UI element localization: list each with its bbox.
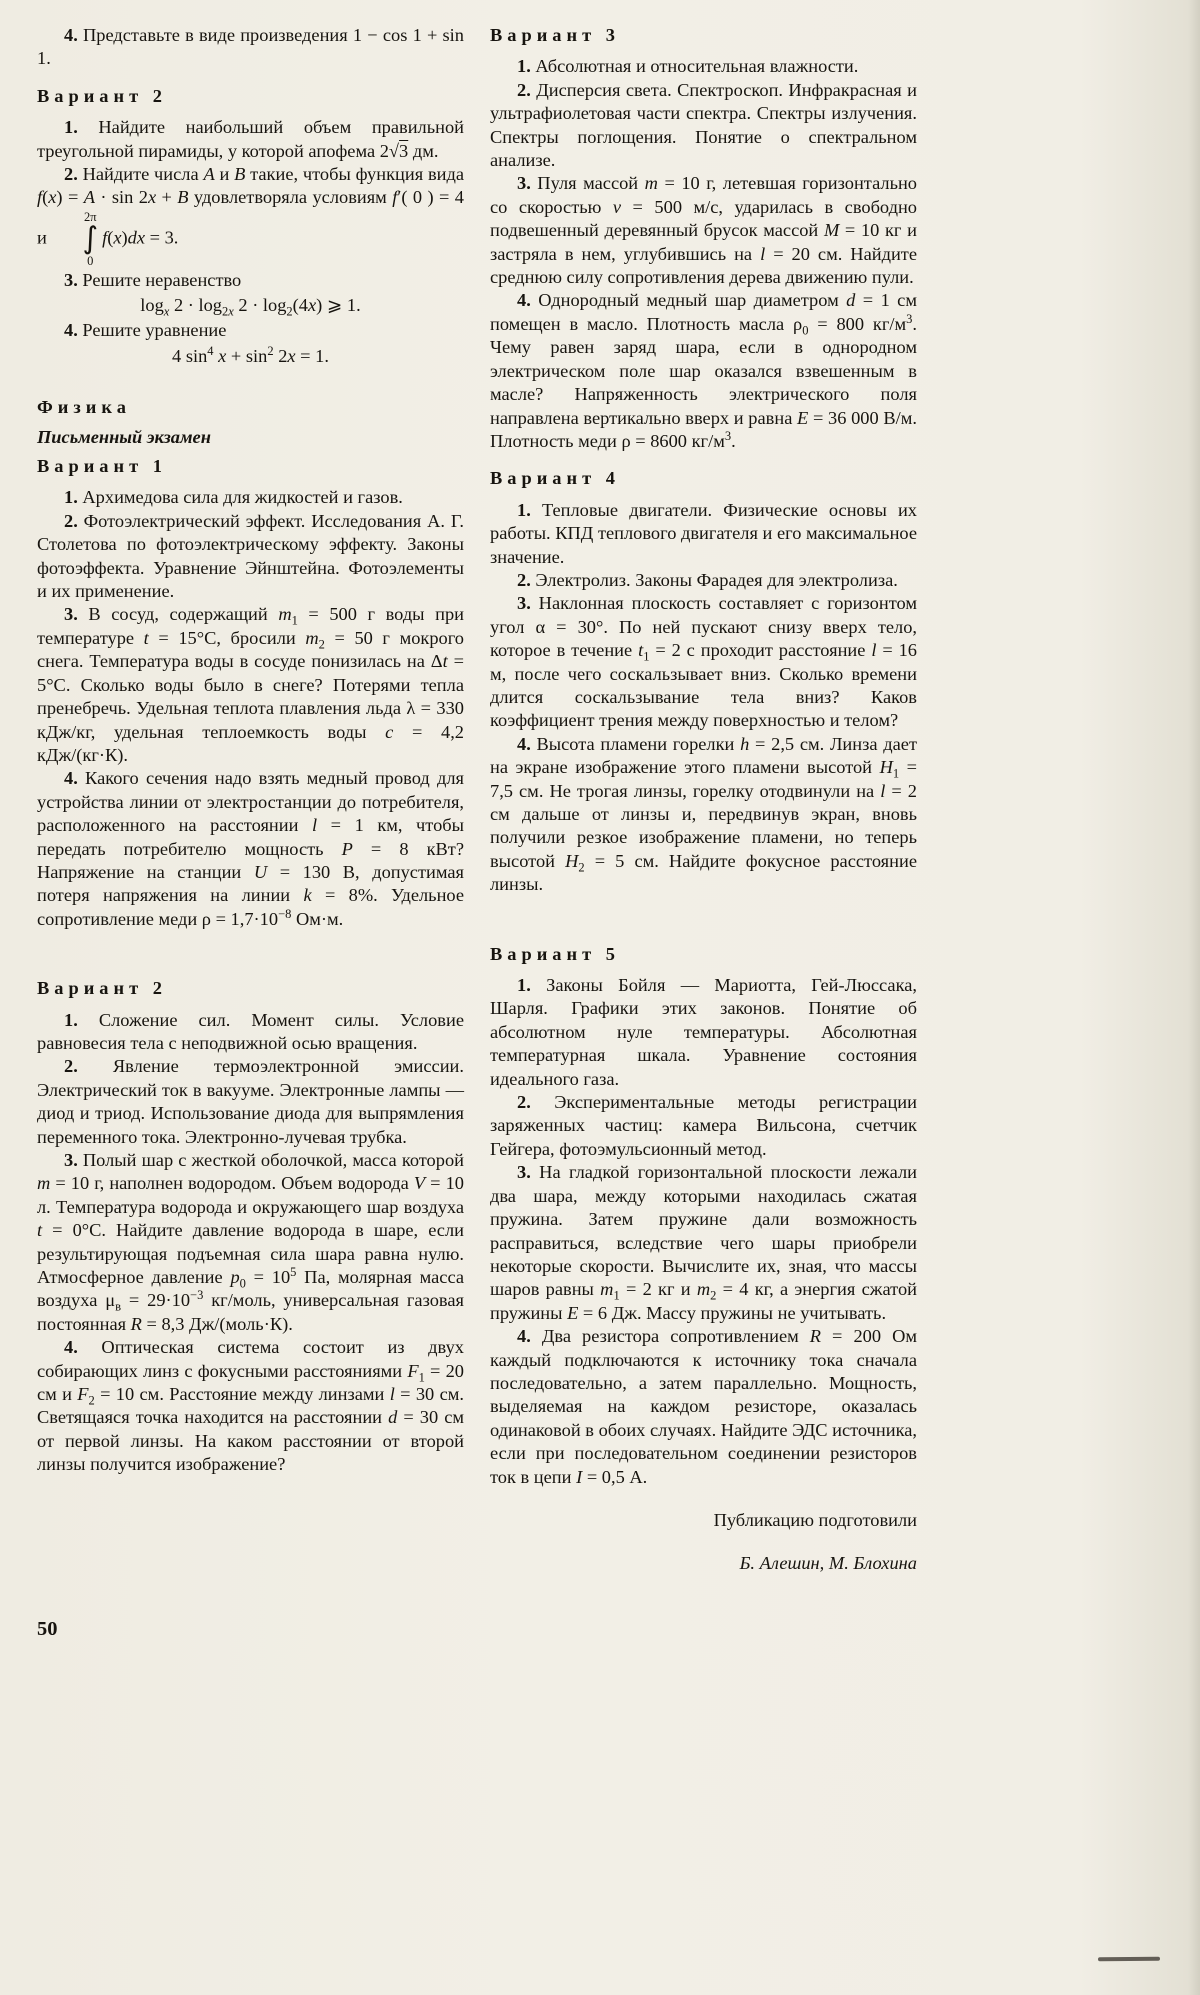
variant-heading: Вариант 1 [37,456,167,477]
variant-heading: Вариант 5 [490,943,620,964]
problem-paragraph: 4. Какого сечения надо взять медный провод для устройства линии от электростанции до потребителя, расположенного на расстоянии l = 1 км, чтобы передать потребителю мощность P = 8 кВт? Напряжение на станции U = 130 В, допустимая потеря напряжения на линии k = 8%. Удельное сопротивление меди $\rho = 1,7\cdot 10^{-8}$ Ом·м. [37,768,464,929]
problem-paragraph: 2. Дисперсия света. Спектроскоп. Инфракрасная и ультрафиолетовая части спектра. Спектры излучения. Спектры поглощения. Понятие о спектральном анализе. [490,79,917,171]
problem-paragraph: 4. Однородный медный шар диаметром d = 1 см помещен в масло. Плотность масла $\rho_0 = 800$ $кг/м^3$. Чему равен заряд шара, если в однородном электрическом поле шар оказался взвешенным в масле? Напряженность электрического поля направлена вертикально вверх и равна E = 36 000 В/м. Плотность меди ρ = 8600 $кг/м^3$. [490,290,917,451]
problem-paragraph: 1. Абсолютная и относительная влажности. [517,56,859,77]
problem-paragraph: 4. Решите уравнение [64,320,227,341]
problem-paragraph: 2. Фотоэлектрический эффект. Исследования А. Г. Столетова по фотоэлектрическому эффекту. Законы фотоэффекта. Уравнение Эйнштейна. Фотоэлементы и их применение. [37,510,464,602]
right-column [490,24,917,1576]
problem-paragraph: 1. Найдите наибольший объем правильной треугольной пирамиды, у которой апофема 2√3 дм. [37,117,464,161]
signature-line: Публикацию подготовили [713,1509,917,1530]
problem-paragraph: 3. Решите неравенство [64,269,242,290]
problem-paragraph: 1. Тепловые двигатели. Физические основы их работы. КПД теплового двигателя и его максимальное значение. [490,499,917,567]
variant-heading: Вариант 3 [490,25,620,45]
two-column-layout [37,24,1200,1576]
problem-paragraph: 3. Пуля массой m = 10 г, летевшая горизонтально со скоростью v = 500 м/с, ударилась в свободно подвешенный деревянный брусок массой M = 10 кг и застряла в нем, углубившись на l = 20 см. Найдите среднюю силу сопротивления дерева движению пули. [490,173,917,288]
problem-paragraph: 2. Найдите числа A и B такие, чтобы функция вида f(x) = A · sin 2x + B удовлетворяла условиям f′( 0 ) = 4 и 2π ∫ 0 f(x)dx = 3. [37,164,464,269]
problem-paragraph: 3. Полый шар с жесткой оболочкой, масса которой m = 10 г, наполнен водородом. Объем водорода V = 10 л. Температура водорода и окружающего шар воздуха t = 0°C. Найдите давление водорода в шаре, если результирующая подъемная сила шара равна нулю. Атмосферное давление $p_0 = 10^5$ Па, молярная масса воздуха $\mu_в = 29\cdot 10^{-3}$ кг/моль, универсальная газовая постоянная R = 8,3 Дж/(моль·К). [37,1150,464,1334]
variant-heading: Вариант 2 [37,978,167,999]
problem-paragraph: 1. Законы Бойля — Мариотта, Гей-Люссака, Шарля. Графики этих законов. Понятие об абсолютном нуле температуры. Абсолютная температурная шкала. Уравнение состояния идеального газа. [490,975,917,1089]
problem-paragraph: 3. Наклонная плоскость составляет с горизонтом угол α = 30°. По ней пускают снизу вверх тело, которое в течение $t_1 = 2$ с проходит расстояние l = 16 м, после чего соскальзывает вниз. Сколько времени длится соскальзывание тела вниз? Каков коэффициент трения между поверхностью и телом? [490,593,917,731]
problem-paragraph: 2. Электролиз. Законы Фарадея для электролиза. [517,569,898,590]
problem-paragraph: 4. Оптическая система состоит из двух собирающих линз с фокусными расстояниями $F_1 = 20$ см и $F_2 = 10$ см. Расстояние между линзами l = 30 см. Светящаяся точка находится на расстоянии d = 30 см от первой линзы. На каком расстоянии от второй линзы получится изображение? [37,1337,465,1475]
problem-paragraph: 4. Два резистора сопротивлением R = 200 Ом каждый подключаются к источнику тока сначала последовательно, а затем параллельно. Мощность, выделяемая на каждом резисторе, оказалась одинаковой в обоих случаях. Найдите ЭДС источника, если при последовательном соединении резисторов ток в цепи I = 0,5 А. [490,1326,917,1487]
left-column [37,24,464,1477]
subsection-heading: Письменный экзамен [37,426,211,447]
variant-heading: Вариант 4 [490,468,620,489]
page-number: 50 [37,1617,58,1640]
equation: 4 $\sin^4 x + \sin^2 2x = 1$. [172,343,329,366]
signature-authors: Б. Алешин, М. Блохина [739,1553,917,1574]
problem-paragraph: 1. Сложение сил. Момент силы. Условие равновесия тела с неподвижной осью вращения. [37,1009,464,1053]
equation: $\log_x 2 \cdot \log_{2x} 2 \cdot \log_2(4x)$ ⩾ 1. [140,295,361,319]
section-heading: Физика [37,397,131,418]
problem-paragraph: 2. Явление термоэлектронной эмиссии. Электрический ток в вакууме. Электронные лампы — диод и триод. Использование диода для выпрямления переменного тока. Электронно-лучевая трубка. [37,1056,464,1147]
problem-paragraph: 1. Архимедова сила для жидкостей и газов. [64,487,403,508]
variant-heading: Вариант 2 [37,85,167,106]
integral-symbol: 2π ∫ 0 [82,209,99,269]
problem-paragraph: 4. Высота пламени горелки h = 2,5 см. Линза дает на экране изображение этого пламени высотой $H_1 = 7,5$ см. Не трогая линзы, горелку отодвинули на l = 2 см дальше от линзы и, передвинув экран, вновь получили резкое изображение пламени, но теперь высотой $H_2 = 5$ см. Найдите фокусное расстояние линзы. [490,733,917,895]
problem-paragraph: 3. На гладкой горизонтальной плоскости лежали два шара, между которыми находилась сжатая пружина. Затем пружине дали возможность расправиться, вследствие чего шары приобрели некоторые скорости. Вычислите их, зная, что массы шаров равны $m_1 = 2$ кг и $m_2 = 4$ кг, а энергия сжатой пружины E = 6 Дж. Массу пружины не учитывать. [490,1162,917,1323]
problem-paragraph: 2. Экспериментальные методы регистрации заряженных частиц: камера Вильсона, счетчик Гейгера, фотоэмульсионный метод. [490,1092,917,1159]
scan-artifact [1098,1957,1160,1961]
problem-paragraph: 3. В сосуд, содержащий $m_1 = 500$ г воды при температуре t = 15°C, бросили $m_2 = 50$ г мокрого снега. Температура воды в сосуде понизилась на Δt = 5°C. Сколько воды было в снеге? Потерями тепла пренебречь. Удельная теплота плавления льда λ = 330 кДж/кг, удельная теплоемкость воды c = 4,2 кДж/(кг·К). [37,604,465,765]
problem-paragraph: 4. Представьте в виде произведения 1 − cos 1 + sin 1. [37,25,464,69]
